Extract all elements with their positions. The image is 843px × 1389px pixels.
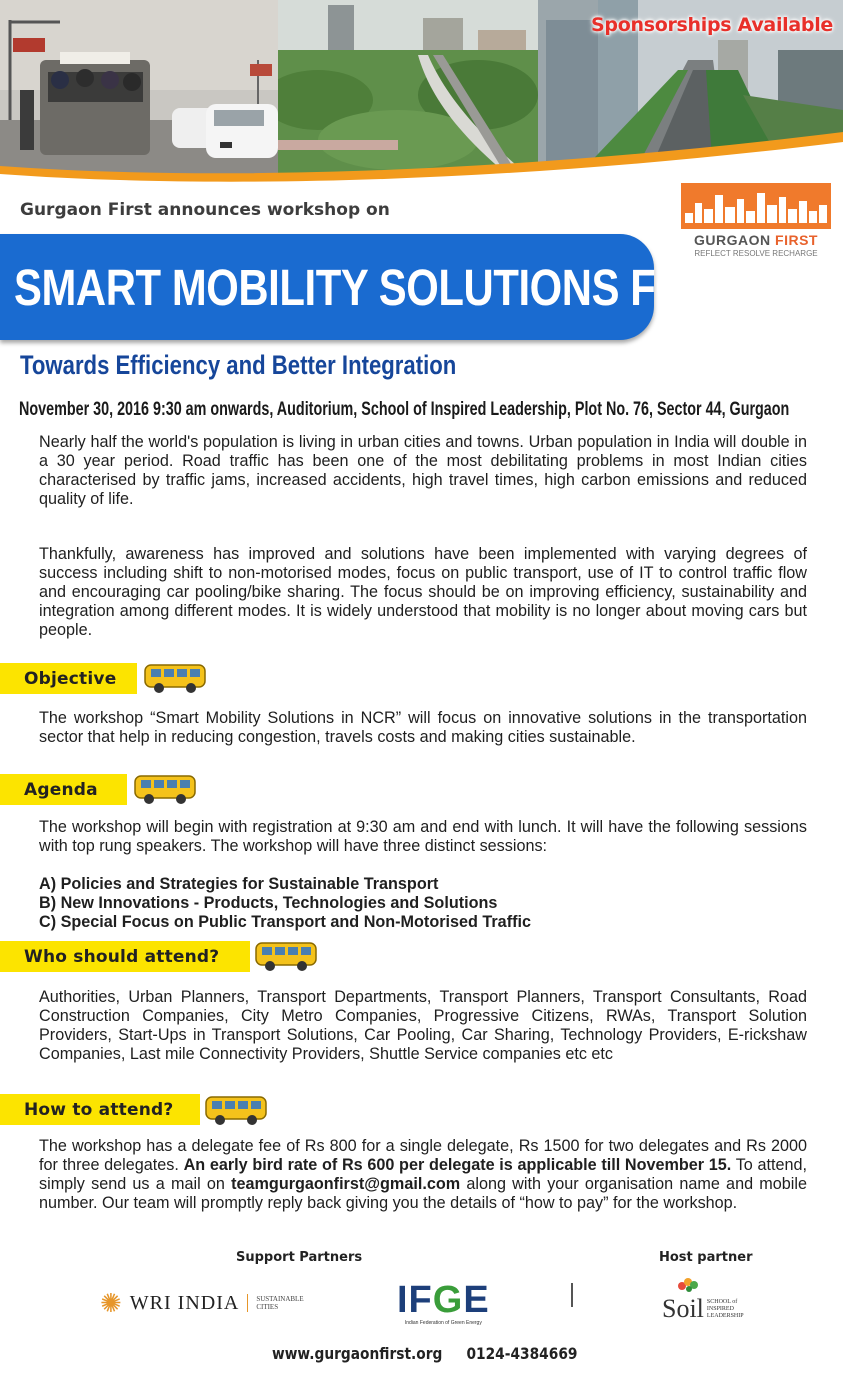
footer-contact bbox=[272, 1344, 577, 1363]
sun-icon: ✺ bbox=[100, 1288, 122, 1318]
agenda-item: C) Special Focus on Public Transport and Non-Motorised Traffic bbox=[39, 913, 531, 931]
phone-number: 0124-4384669 bbox=[466, 1344, 578, 1363]
bus-icon bbox=[254, 939, 318, 973]
contact-email[interactable]: teamgurgaonfirst@gmail.com bbox=[231, 1175, 461, 1193]
agenda-item: B) New Innovations - Products, Technologies and Solutions bbox=[39, 894, 498, 912]
who-should-attend-heading: Who should attend? bbox=[0, 941, 250, 972]
soil-logo: Soil SCHOOL of INSPIRED LEADERSHIP bbox=[662, 1278, 744, 1322]
bus-icon bbox=[143, 661, 207, 695]
announcement-text: Gurgaon First announces workshop on bbox=[20, 200, 390, 220]
how-to-attend-heading: How to attend? bbox=[0, 1094, 200, 1125]
bus-icon bbox=[204, 1093, 268, 1127]
logo-tagline: REFLECT RESOLVE RECHARGE bbox=[694, 249, 818, 258]
intro-paragraph-1: Nearly half the world's population is living in urban cities and towns. Urban population in India will double in a 30 year period. Road traffic has been one of the most debilitating problems in most Indian cities characterised by traffic jams, increased accidents, high travel times, high carbon emissions and reduced quality of life. bbox=[39, 433, 807, 508]
support-partners-label: Support Partners bbox=[236, 1250, 363, 1265]
workshop-title: SMART MOBILITY SOLUTIONS FOR NCR bbox=[14, 258, 818, 316]
workshop-subtitle: Towards Efficiency and Better Integration bbox=[20, 350, 457, 380]
sponsorship-banner: Sponsorships Available bbox=[591, 14, 833, 36]
gurgaon-first-logo bbox=[681, 183, 831, 258]
how-to-attend-text: The workshop has a delegate fee of Rs 800 for a single delegate, Rs 1500 for two delegates and Rs 2000 for three delegates. An early bird rate of Rs 600 per delegate is applicable till November 15. To attend, simply send us a mail on teamgurgaonfirst@gmail.com along with your organisation name and mobile number. Our team will promptly reply back giving you the details of “how to pay” for the workshop. bbox=[39, 1137, 808, 1212]
city-skyline-icon bbox=[681, 183, 831, 229]
wri-india-logo: ✺ WRI INDIA SUSTAINABLE CITIES bbox=[100, 1288, 304, 1318]
agenda-text: The workshop will begin with registration at 9:30 am and end with lunch. It will have the following sessions with top rung speakers. The workshop will have three distinct sessions: bbox=[39, 818, 807, 855]
logo-name: GURGAON FIRST bbox=[694, 232, 818, 248]
agenda-item: A) Policies and Strategies for Sustainable Transport bbox=[39, 875, 439, 893]
partner-divider bbox=[571, 1283, 573, 1307]
event-dateline: November 30, 2016 9:30 am onwards, Auditorium, School of Inspired Leadership, Plot No. 76, Sector 44, Gurgaon bbox=[19, 399, 790, 420]
orange-swoosh-divider bbox=[0, 130, 843, 190]
who-should-attend-text: Authorities, Urban Planners, Transport Departments, Transport Planners, Transport Consultants, Road Construction Companies, City Metro Companies, Progressive Citizens, RWAs, Transport Solution Providers, Start-Ups in Transport Solutions, Car Pooling, Car Sharing, Technology Providers, E-rickshaw Companies, Last mile Connectivity Providers, Shuttle Service companies etc etc bbox=[39, 988, 807, 1063]
leaves-icon bbox=[676, 1276, 702, 1294]
early-bird-offer: An early bird rate of Rs 600 per delegate is applicable till November 15. bbox=[183, 1156, 732, 1174]
website-link[interactable]: www.gurgaonfirst.org bbox=[272, 1344, 443, 1363]
ifge-logo: IFGE Indian Federation of Green Energy bbox=[397, 1279, 490, 1326]
host-partner-label: Host partner bbox=[659, 1250, 753, 1265]
agenda-heading: Agenda bbox=[0, 774, 127, 805]
agenda-sessions bbox=[39, 875, 799, 932]
objective-text: The workshop “Smart Mobility Solutions in NCR” will focus on innovative solutions in the transportation sector that help in reducing congestion, travels costs and making cities sustainable. bbox=[39, 709, 807, 746]
bus-icon bbox=[133, 772, 197, 806]
objective-heading: Objective bbox=[0, 663, 137, 694]
intro-paragraph-2: Thankfully, awareness has improved and solutions have been implemented with varying degrees of success including shift to non-motorised modes, focus on public transport, use of IT to control traffic flow and encouraging car pooling/bike sharing. The focus should be on improving efficiency, sustainability and integration among different modes. It is widely understood that mobility is no longer about moving cars but people. bbox=[39, 545, 807, 639]
